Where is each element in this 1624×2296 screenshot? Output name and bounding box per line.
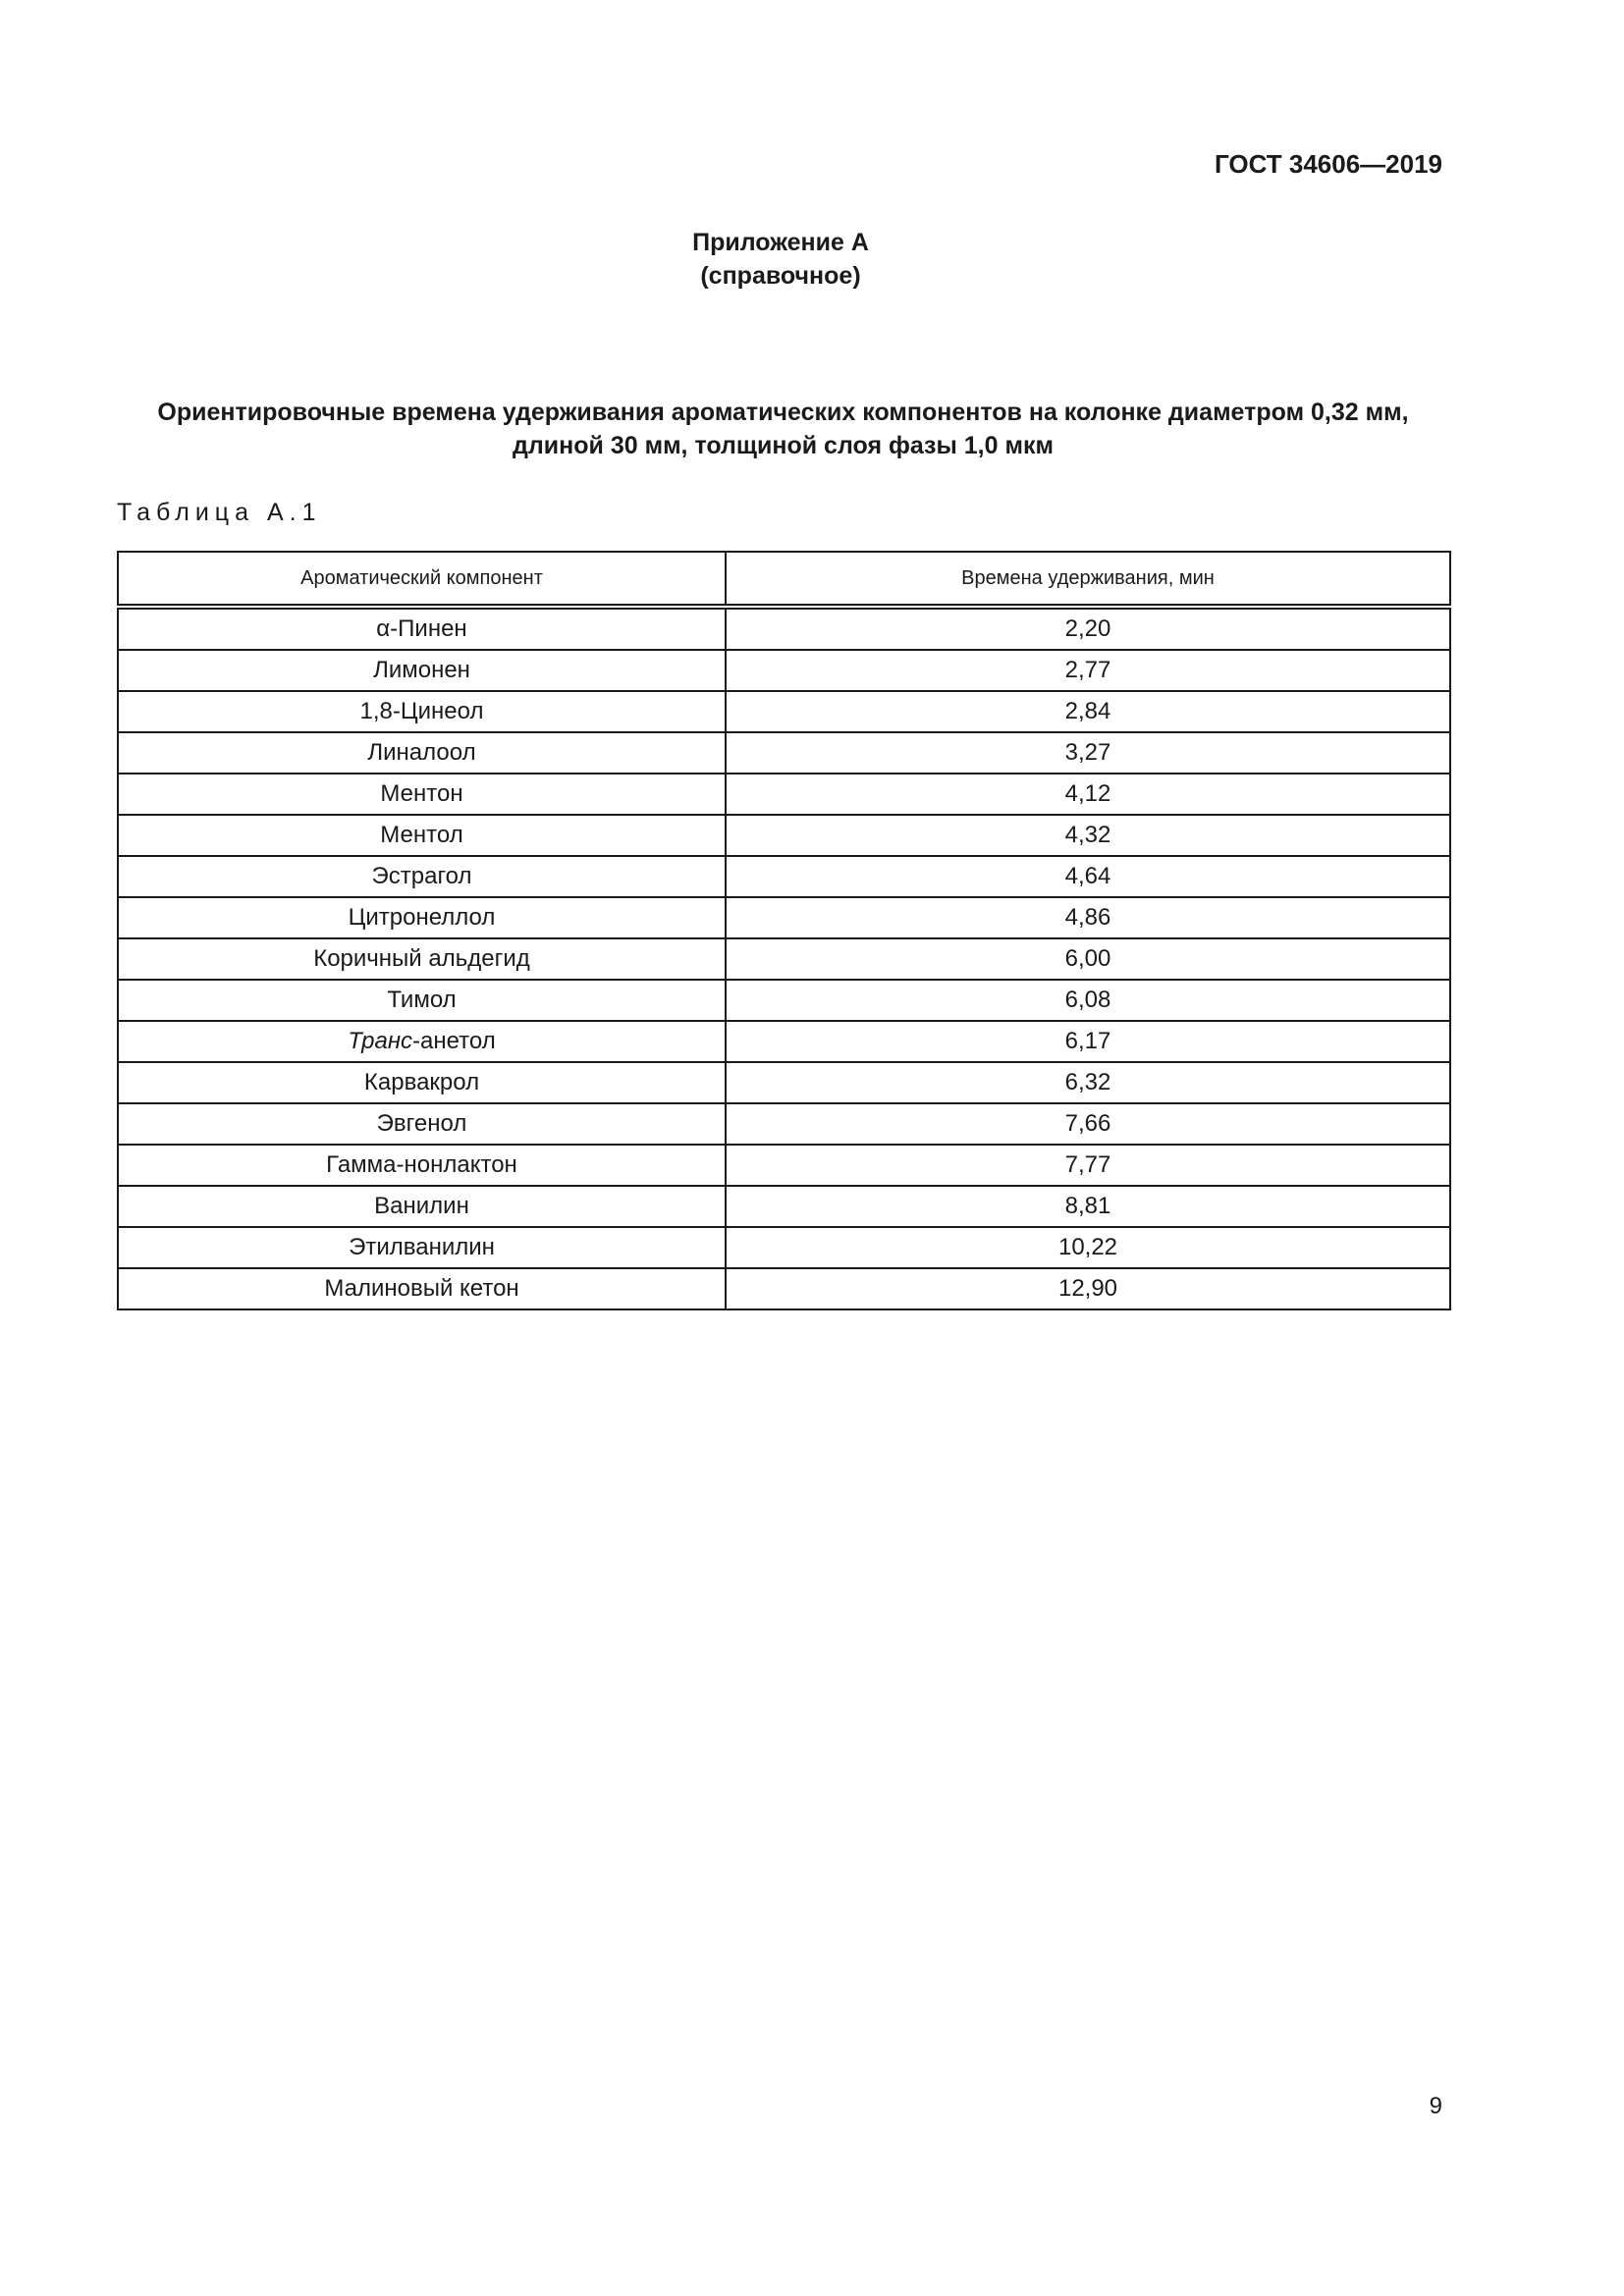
table-row	[118, 815, 1450, 856]
time-cell: 7,77	[726, 1145, 1450, 1186]
time-cell: 4,64	[726, 856, 1450, 897]
retention-times-table	[117, 551, 1451, 1310]
component-cell: Линалоол	[118, 732, 726, 774]
component-cell: Ментон	[118, 774, 726, 815]
component-cell: Цитронеллол	[118, 897, 726, 938]
component-cell: Этилванилин	[118, 1227, 726, 1268]
table-header-row	[118, 552, 1450, 607]
document-code: ГОСТ 34606—2019	[1215, 149, 1442, 179]
table-row	[118, 938, 1450, 980]
header-retention-time: Времена удерживания, мин	[726, 552, 1450, 607]
component-cell: Эвгенол	[118, 1103, 726, 1145]
table-row	[118, 1103, 1450, 1145]
table-row	[118, 980, 1450, 1021]
time-cell: 2,77	[726, 650, 1450, 691]
time-cell: 7,66	[726, 1103, 1450, 1145]
table-row	[118, 1227, 1450, 1268]
time-cell: 2,20	[726, 607, 1450, 650]
component-cell	[118, 1021, 726, 1062]
time-cell: 10,22	[726, 1227, 1450, 1268]
table-row	[118, 1145, 1450, 1186]
table-row	[118, 691, 1450, 732]
component-cell: α-Пинен	[118, 607, 726, 650]
component-cell: Ментол	[118, 815, 726, 856]
table-row	[118, 1186, 1450, 1227]
appendix-heading	[0, 226, 1561, 293]
appendix-title: Приложение А	[692, 229, 869, 256]
time-cell: 4,12	[726, 774, 1450, 815]
table-row	[118, 1268, 1450, 1309]
table-row	[118, 732, 1450, 774]
table-row	[118, 1062, 1450, 1103]
component-cell: Тимол	[118, 980, 726, 1021]
time-cell: 6,32	[726, 1062, 1450, 1103]
component-cell: Коричный альдегид	[118, 938, 726, 980]
time-cell: 6,00	[726, 938, 1450, 980]
caption-line-2: длиной 30 мм, толщиной слоя фазы 1,0 мкм	[513, 432, 1054, 459]
table-row	[118, 856, 1450, 897]
component-suffix: -анетол	[412, 1028, 496, 1054]
time-cell: 4,86	[726, 897, 1450, 938]
header-component: Ароматический компонент	[118, 552, 726, 607]
component-cell: Эстрагол	[118, 856, 726, 897]
table-row	[118, 650, 1450, 691]
time-cell: 2,84	[726, 691, 1450, 732]
table-row	[118, 774, 1450, 815]
table-row	[118, 607, 1450, 650]
component-cell: Лимонен	[118, 650, 726, 691]
table-caption	[118, 396, 1448, 462]
component-cell: Малиновый кетон	[118, 1268, 726, 1309]
component-cell: Ванилин	[118, 1186, 726, 1227]
component-cell: 1,8-Цинеол	[118, 691, 726, 732]
table-label: Таблица А.1	[117, 499, 322, 526]
page-number: 9	[1429, 2093, 1442, 2119]
time-cell: 8,81	[726, 1186, 1450, 1227]
time-cell: 4,32	[726, 815, 1450, 856]
time-cell: 12,90	[726, 1268, 1450, 1309]
component-italic-prefix: Транс	[348, 1028, 413, 1054]
component-cell: Карвакрол	[118, 1062, 726, 1103]
time-cell: 6,08	[726, 980, 1450, 1021]
appendix-subtitle: (справочное)	[700, 262, 861, 290]
time-cell: 3,27	[726, 732, 1450, 774]
component-cell: Гамма-нонлактон	[118, 1145, 726, 1186]
caption-line-1: Ориентировочные времена удерживания ароматических компонентов на колонке диаметром 0,32 мм,	[157, 399, 1409, 426]
table-row	[118, 1021, 1450, 1062]
time-cell: 6,17	[726, 1021, 1450, 1062]
table-row	[118, 897, 1450, 938]
